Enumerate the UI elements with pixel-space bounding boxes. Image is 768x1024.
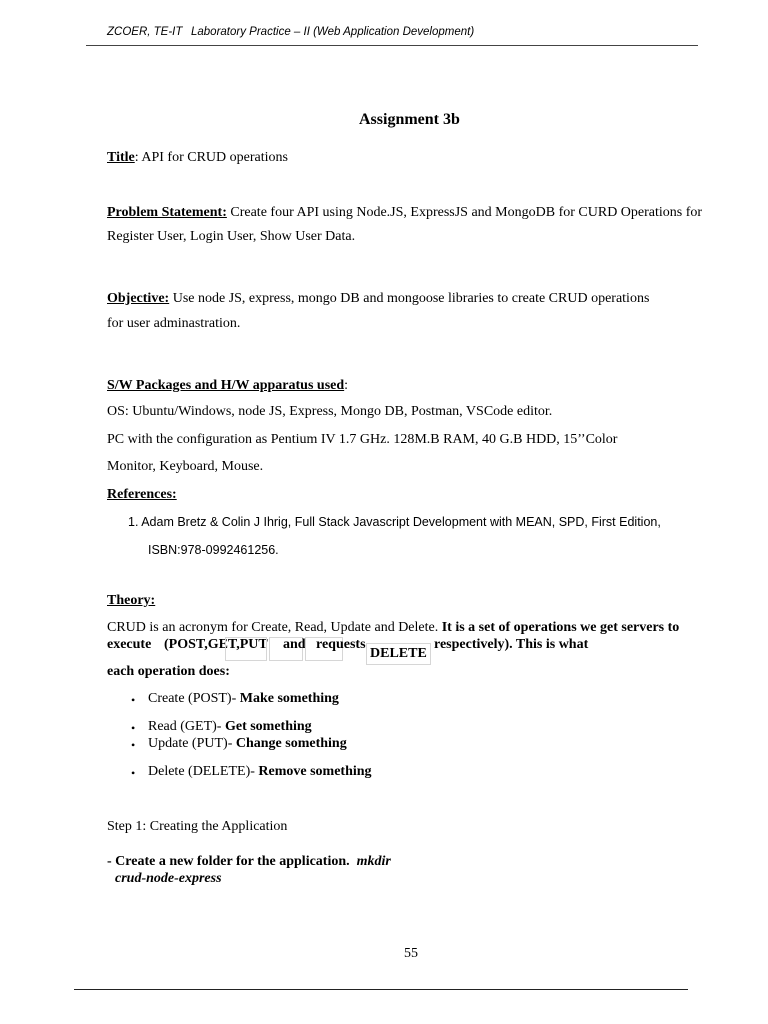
code-mkdir: mkdir (356, 854, 391, 869)
objective-line-2: for user adminastration. (107, 316, 241, 331)
objective-line-1 (107, 291, 649, 307)
placeholder-box-1 (225, 637, 267, 661)
problem-line-2: Register User, Login User, Show User Data. (107, 229, 356, 244)
title-label: Title (107, 150, 135, 165)
assignment-title: Assignment 3b (359, 111, 460, 128)
theory-label: Theory: (107, 593, 156, 608)
theory-and: and (283, 637, 306, 652)
theory-respectively: respectively). This is what (434, 637, 589, 652)
bullet-icon: • (131, 721, 136, 735)
objective-label: Objective: (107, 291, 170, 306)
header-course: Laboratory Practice – II (Web Application Development) (191, 26, 475, 38)
theory-line-3: each operation does: (107, 664, 230, 679)
bullet-item-delete: Delete (DELETE)- Remove something (148, 764, 372, 779)
footer-rule (74, 989, 688, 990)
reference-item-1: 1. Adam Bretz & Colin J Ihrig, Full Stack Javascript Development with MEAN, SPD, First Edition, (128, 515, 661, 529)
packages-line-2: PC with the configuration as Pentium IV 1.7 GHz. 128M.B RAM, 40 G.B HDD, 15’’Color (107, 432, 618, 447)
packages-heading: S/W Packages and H/W apparatus used: (107, 378, 349, 393)
packages-label: S/W Packages and H/W apparatus used (107, 378, 345, 393)
header-rule (86, 45, 698, 46)
header-institute: ZCOER, TE-IT (107, 26, 183, 38)
step1-line-1: - Create a new folder for the application. mkdir (107, 854, 391, 869)
packages-line-3: Monitor, Keyboard, Mouse. (107, 459, 264, 474)
references-label: References: (107, 487, 177, 502)
theory-requests: requests (316, 637, 366, 652)
packages-line-1: OS: Ubuntu/Windows, node JS, Express, Mongo DB, Postman, VSCode editor. (107, 404, 553, 419)
step1-heading: Step 1: Creating the Application (107, 819, 288, 834)
delete-box: DELETE (366, 643, 431, 665)
bullet-item-read: Read (GET)- Get something (148, 719, 312, 734)
bullet-icon: • (131, 766, 136, 780)
title-line (107, 150, 288, 166)
problem-label: Problem Statement: (107, 205, 227, 220)
bullet-item-update: Update (PUT)- Change something (148, 736, 347, 751)
bullet-item-create: Create (POST)- Make something (148, 691, 339, 706)
problem-text-1: Create four API using Node.JS, ExpressJS and MongoDB for CURD Operations for (226, 205, 703, 220)
reference-item-1-isbn: ISBN:978-0992461256. (148, 543, 279, 557)
code-folder-name: crud-node-express (115, 871, 222, 886)
problem-line-1 (107, 205, 702, 221)
theory-methods: (POST,GET,PUT (164, 637, 268, 652)
objective-text-1: Use node JS, express, mongo DB and mongoose libraries to create CRUD operations (169, 291, 650, 306)
theory-execute: execute (107, 637, 152, 652)
bullet-icon: • (131, 693, 136, 707)
theory-line-1: CRUD is an acronym for Create, Read, Update and Delete. It is a set of operations we get servers to (107, 620, 680, 635)
title-text: : API for CRUD operations (134, 150, 288, 165)
bullet-icon: • (131, 738, 136, 752)
page-number: 55 (404, 946, 418, 961)
